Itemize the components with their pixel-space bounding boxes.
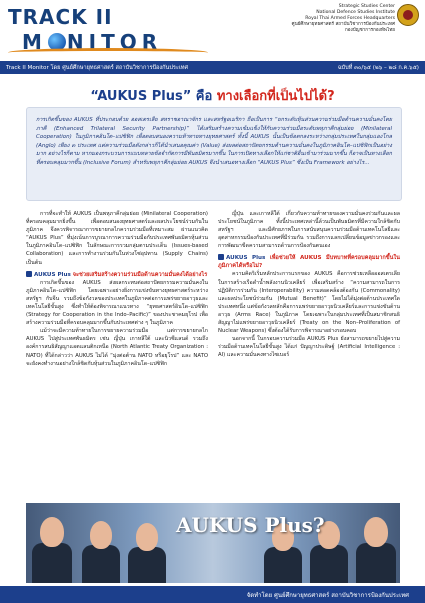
paragraph: ความคิดริเริ่มหลักประการแรกของ AUKUS คือการช่วยเหลือออสเตรเลียในการสร้างเรือดำน้ำพลังงานนิวเคลียร์ เพื่อเสริมสร้าง “ความสามารถในการปฏิบัติการร่วมกัน (Interoperability) ความสอดคล้องต้องกัน (Commonality) และผลประโยชน์ร่วมกัน (Mutual Benefit)” โดยไม่ได้มุ่งต่อต้านประเทศใดประเทศหนึ่ง แต่ข้อกังวลหลักคือการแพร่ขยายอาวุธนิวเคลียร์และการแข่งขันด้านอาวุธ (Arms Race) ในภูมิภาค โดยเฉพาะในกลุ่มประเทศที่เป็นสมาชิกสนธิสัญญาไม่แพร่ขยายอาวุธนิวเคลียร์ (Treaty on the Non–Proliferation of Nuclear Weapons) ซึ่งต้องได้รับการพิจารณาอย่างรอบคอบ	[218, 271, 400, 335]
org-line: กองบัญชาการกองทัพไทย	[344, 28, 395, 33]
leader-figure	[32, 543, 72, 583]
headline-connector: คือ	[191, 89, 217, 104]
footer-bar	[0, 586, 425, 603]
abstract-text: การเกิดขึ้นของ AUKUS ที่ประกอบด้วย ออสเตรเลีย สหราชอาณาจักร และสหรัฐอเมริกา ถือเป็นการ “ยกระดับหุ้นส่วนความร่วมมือด้านความมั่นคงโดยภาคี (Enhanced Trilateral Security Partnership)” ได้เสริมสร้างความเข้มแข็งให้กับความร่วมมือระดับพหุภาคีกลุ่มย่อย (Minilateral Cooperation) ในภูมิภาคอินโด–แปซิฟิก เพื่อตอบสนองความท้าทายทางยุทธศาสตร์ ทั้งนี้ AUKUS นั้นเป็นข้อตกลงระหว่างกลุ่มประเทศในกลุ่มแองโกล (Anglo) เพียง ๓ ประเทศ แต่ความร่วมมือดังกล่าวก็ได้นำเสนอคุณค่า (Value) ส่งผลต่อสถาปัตยกรรมด้านความมั่นคงในภูมิภาคอินโด–แปซิฟิกเป็นอย่างมาก อย่างไรก็ตาม หากมองกระบวนการแบบทลายข้อจำกัดการมีพันธมิตรมากขึ้น ในการเปิดทางเลือกให้แก่ชาติอื่นเข้ามาร่วมมากขึ้น ก็อาจเป็นทางเลือกที่ครอบคลุมมากขึ้น (Inclusive Forum) สำหรับพหุภาคีกลุ่มย่อย AUKUS จึงนำเสนอทางเลือก “AUKUS Plus” ซึ่งเป็น Framework อย่างไร...	[36, 117, 392, 166]
leader-figure	[82, 545, 120, 583]
organization-block	[265, 4, 395, 34]
paragraph: แม้ว่าจะมีความท้าทายในการขยายความร่วมมือ แต่การขยายกลไก AUKUS ไปสู่ประเทศพันธมิตร เช่น ญี่ปุ่น เกาหลีใต้ และนิวซีแลนด์ รวมถึงองค์การสนธิสัญญาแอตแลนติกเหนือ (North Atlantic Treaty Organization : NATO) ที่ได้กล่าวว่า AUKUS ไม่ได้ “มุ่งต่อต้าน NATO หรือยุโรป” และ NATO จะยังคงทำงานอย่างใกล้ชิดกับหุ้นส่วนในภูมิภาคอินโด–แปซิฟิก	[26, 328, 208, 367]
section-heading-rest: จะช่วยเสริมสร้างความร่วมมือด้านความมั่นคงได้อย่างไร	[70, 271, 208, 278]
org-line: ศูนย์ศึกษายุทธศาสตร์ สถาบันวิชาการป้องกันประเทศ	[291, 22, 395, 27]
abstract-box	[26, 107, 402, 201]
left-column	[26, 210, 208, 368]
org-line: Strategic Studies Center	[338, 4, 395, 9]
leader-face	[364, 517, 388, 547]
leader-face	[90, 521, 112, 549]
paragraph: การเกิดขึ้นของ AUKUS ส่งผลกระทบต่อสถาปัตยกรรมความมั่นคงในภูมิภาคอินโด–แปซิฟิก โดยเฉพาะอย่างยิ่งการแข่งขันทางยุทธศาสตร์ระหว่างสหรัฐฯ กับจีน รวมถึงข้อกังวลของประเทศในภูมิภาคต่อการแพร่ขยายอาวุธและเทคโนโลยีขั้นสูง ซึ่งทำให้ต้องพิจารณาแนวทาง “ยุทธศาสตร์อินโด–แปซิฟิก (Strategy for Cooperation in the Indo–Pacific)” ของประชาคมยุโรป เพื่อสร้างความร่วมมือที่ครอบคลุมมากขึ้นกับประเทศต่าง ๆ ในภูมิภาค	[26, 279, 208, 327]
headline	[0, 85, 425, 106]
issue-number: ฉบับที่ ๓๐/๖๕ (๒๖ – ๒๘ ก.ค.๖๕)	[337, 65, 419, 71]
headline-question: ทางเลือกที่เป็นไปได้?	[216, 89, 335, 104]
right-column	[218, 210, 400, 360]
leader-face	[136, 523, 158, 551]
title-monitor-rest: NITOR	[66, 30, 163, 54]
org-line: Royal Thai Armed Forces Headquarters	[305, 16, 395, 21]
paragraph: ญี่ปุ่น และเกาหลีใต้ เกี่ยวกับความท้าทายของความมั่นคงร่วมกันและผลประโยชน์ในภูมิภาค ทั้งนี้ประเทศเหล่านี้ล้วนเป็นพันธมิตรที่มีความใกล้ชิดกับสหรัฐฯ และมีศักยภาพในการสนับสนุนความร่วมมือด้านเทคโนโลยีและอุตสาหกรรมป้องกันประเทศที่มีร่วมกัน รวมถึงการแลกเปลี่ยนข้อมูลข่าวกรองและการพัฒนาขีดความสามารถด้านการป้องกันตนเอง	[218, 211, 400, 250]
section-heading-key: AUKUS Plus	[34, 271, 71, 278]
bullet-icon	[26, 271, 32, 277]
leader-figure	[128, 547, 166, 583]
issue-bar-publisher: Track II Monitor โดย ศูนย์ศึกษายุทธศาสตร์ สถาบันวิชาการป้องกันประเทศ	[6, 65, 189, 71]
title-monitor-m: M	[22, 30, 47, 54]
leader-figure	[264, 547, 302, 583]
org-line: National Defence Studies Institute	[316, 10, 395, 15]
photo-caption: AUKUS Plus?	[176, 513, 325, 537]
section-heading-key: AUKUS Plus	[226, 255, 266, 262]
crest-logo	[397, 4, 419, 26]
masthead	[0, 0, 425, 60]
leader-figure	[356, 543, 396, 583]
leaders-photo	[26, 503, 400, 583]
paragraph: นอกจากนี้ ในกรอบความร่วมมือ AUKUS Plus ยังสามารถขยายไปสู่ความร่วมมือด้านเทคโนโลยีขั้นสูง ได้แก่ ปัญญาประดิษฐ์ (Artificial Intelligence : AI) และความมั่นคงทางไซเบอร์	[218, 336, 400, 359]
section-heading-rest: เพื่อช่วยให้ AUKUS มีบทบาทที่ครอบคลุมมากขึ้นในภูมิภาคได้หรือไม่?	[218, 255, 400, 270]
title-swoosh	[8, 48, 208, 57]
section-heading	[218, 254, 400, 270]
publication-title	[8, 5, 233, 54]
leader-face	[40, 517, 64, 547]
issue-bar	[0, 61, 425, 74]
leader-figure	[310, 545, 348, 583]
section-heading	[26, 271, 208, 279]
headline-topic: “AUKUS Plus”	[90, 89, 192, 104]
title-track-ii: TRACK II	[8, 5, 113, 29]
paragraph: การที่จะทำให้ AUKUS เป็นพหุภาคีกลุ่มย่อย (Minilateral Cooperation) ที่ครอบคลุมมากยิ่งขึ้น เพื่อตอบสนองยุทธศาสตร์และผลประโยชน์ร่วมกันในภูมิภาค จึงควรพิจารณาการขยายกลไกความร่วมมือที่เหมาะสม ผ่านแนวคิด “AUKUS Plus” ที่มุ่งเน้นการบูรณาการความร่วมมือกับประเทศพันธมิตรหุ้นส่วนในภูมิภาคอินโด–แปซิฟิก ในลักษณะการรวมกลุ่มตามประเด็น (Issues-based Collaboration) และการทำงานร่วมกันในห่วงโซ่อุปทาน (Supply Chains) เป็นต้น	[26, 211, 208, 266]
footer-credit: จัดทำโดย ศูนย์ศึกษายุทธศาสตร์ สถาบันวิชาการป้องกันประเทศ	[246, 592, 409, 599]
bullet-icon	[218, 254, 224, 260]
